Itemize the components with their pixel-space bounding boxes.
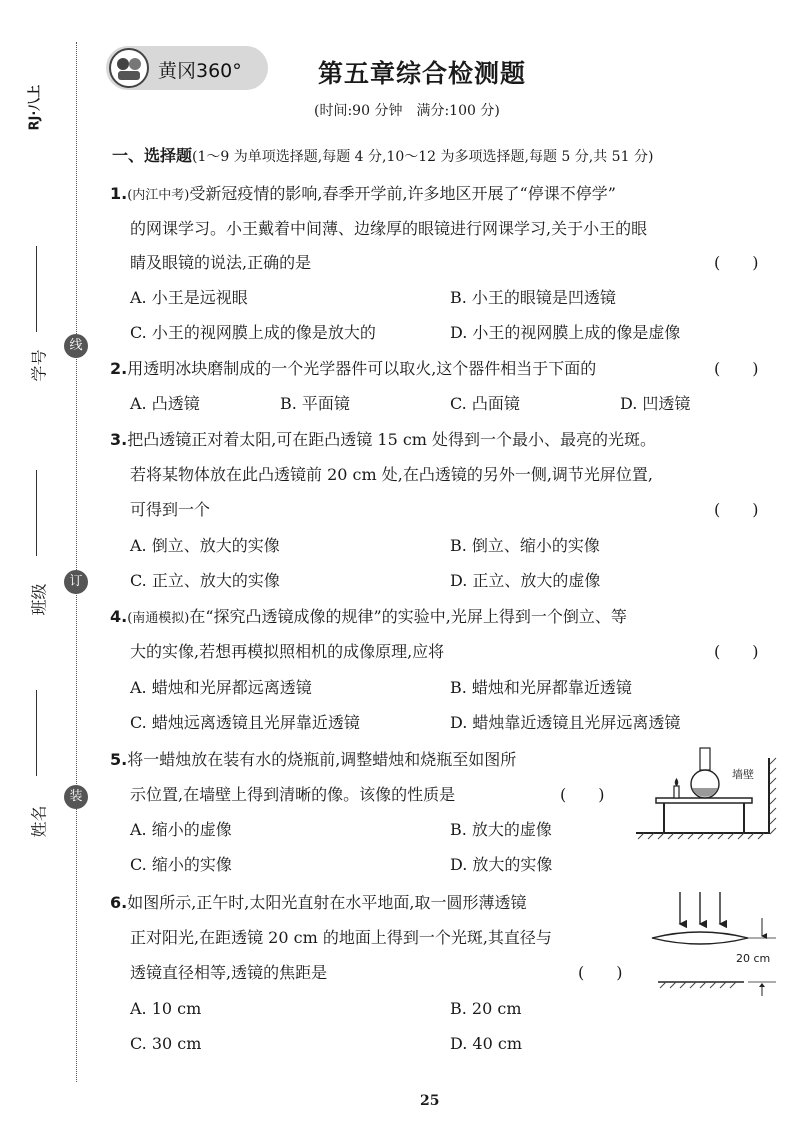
q1-option-d[interactable]: D. 小王的视网膜上成的像是虚像: [450, 323, 681, 342]
q2-option-b[interactable]: B. 平面镜: [280, 394, 350, 413]
q1-option-a[interactable]: A. 小王是远视眼: [130, 288, 248, 307]
edition-label: RJ·八上: [27, 84, 43, 131]
q3-option-c[interactable]: C. 正立、放大的实像: [130, 571, 280, 590]
question-1-line-3: 睛及眼镜的说法,正确的是: [130, 253, 312, 272]
bind-mark-staple: 订: [64, 570, 88, 594]
page-title: 第五章综合检测题: [318, 59, 527, 88]
section-heading: 一、选择题(1～9 为单项选择题,每题 4 分,10～12 为多项选择题,每题 5 分,共 51 分): [112, 146, 654, 165]
name-write-line: [36, 690, 37, 776]
page-subtitle: (时间:90 分钟 满分:100 分): [314, 103, 500, 119]
q2-option-c[interactable]: C. 凸面镜: [450, 394, 520, 413]
id-write-line: [36, 246, 37, 332]
page-number: 25: [420, 1093, 440, 1109]
wall-label: 墙壁: [732, 768, 754, 781]
question-1-line-2: 的网课学习。小王戴着中间薄、边缘厚的眼镜进行网课学习,关于小王的眼: [130, 219, 648, 238]
answer-paren-4[interactable]: ( ): [714, 642, 759, 661]
logo-text: 黄冈360°: [158, 60, 242, 82]
question-6-line-1: 6.如图所示,正午时,太阳光直射在水平地面,取一圆形薄透镜: [110, 893, 527, 912]
q6-option-c[interactable]: C. 30 cm: [130, 1034, 202, 1053]
q3-option-b[interactable]: B. 倒立、缩小的实像: [450, 536, 600, 555]
q4-option-c[interactable]: C. 蜡烛远离透镜且光屏靠近透镜: [130, 713, 360, 732]
id-label: 学号: [29, 349, 49, 382]
q2-option-d[interactable]: D. 凹透镜: [620, 394, 691, 413]
q6-option-b[interactable]: B. 20 cm: [450, 999, 522, 1018]
answer-paren-1[interactable]: ( ): [714, 253, 759, 272]
q5-option-c[interactable]: C. 缩小的实像: [130, 855, 232, 874]
question-5-line-2: 示位置,在墙壁上得到清晰的像。该像的性质是: [130, 785, 456, 804]
answer-paren-2[interactable]: ( ): [714, 359, 759, 378]
q4-option-a[interactable]: A. 蜡烛和光屏都远离透镜: [130, 678, 312, 697]
bind-mark-line: 线: [64, 334, 88, 358]
class-label: 班级: [29, 583, 49, 616]
question-4-line-2: 大的实像,若想再模拟照相机的成像原理,应将: [130, 642, 445, 661]
question-4-line-1: 4.(南通模拟)在“探究凸透镜成像的规律”的实验中,光屏上得到一个倒立、等: [110, 607, 627, 626]
answer-paren-3[interactable]: ( ): [714, 500, 759, 519]
q5-option-d[interactable]: D. 放大的实像: [450, 855, 553, 874]
q1-option-b[interactable]: B. 小王的眼镜是凹透镜: [450, 288, 616, 307]
question-2-line-1: 2.用透明冰块磨制成的一个光学器件可以取火,这个器件相当于下面的: [110, 359, 597, 378]
q6-option-a[interactable]: A. 10 cm: [130, 999, 202, 1018]
q3-option-d[interactable]: D. 正立、放大的虚像: [450, 571, 601, 590]
distance-label: 20 cm: [736, 952, 771, 965]
q6-option-d[interactable]: D. 40 cm: [450, 1034, 523, 1053]
answer-paren-5[interactable]: ( ): [560, 785, 605, 804]
q4-option-d[interactable]: D. 蜡烛靠近透镜且光屏远离透镜: [450, 713, 681, 732]
question-6-line-2: 正对阳光,在距透镜 20 cm 的地面上得到一个光斑,其直径与: [130, 928, 552, 947]
q5-option-b[interactable]: B. 放大的虚像: [450, 820, 552, 839]
candle-flask-wall-figure: [636, 744, 782, 840]
class-write-line: [36, 470, 37, 556]
question-3-line-3: 可得到一个: [130, 500, 211, 519]
answer-paren-6[interactable]: ( ): [578, 963, 623, 982]
name-label: 姓名: [29, 805, 49, 838]
q2-option-a[interactable]: A. 凸透镜: [130, 394, 200, 413]
q1-option-c[interactable]: C. 小王的视网膜上成的像是放大的: [130, 323, 376, 342]
logo-badge: [106, 46, 268, 90]
question-6-line-3: 透镜直径相等,透镜的焦距是: [130, 963, 328, 982]
question-3-line-2: 若将某物体放在此凸透镜前 20 cm 处,在凸透镜的另外一侧,调节光屏位置,: [130, 465, 654, 484]
question-3-line-1: 3.把凸透镜正对着太阳,可在距凸透镜 15 cm 处得到一个最小、最亮的光斑。: [110, 430, 657, 449]
logo-mascot-icon: [109, 48, 149, 88]
question-5-line-1: 5.将一蜡烛放在装有水的烧瓶前,调整蜡烛和烧瓶至如图所: [110, 750, 517, 769]
q4-option-b[interactable]: B. 蜡烛和光屏都靠近透镜: [450, 678, 632, 697]
binding-dotted-line: [76, 42, 77, 1082]
bind-mark-install: 装: [64, 785, 88, 809]
q3-option-a[interactable]: A. 倒立、放大的实像: [130, 536, 280, 555]
q5-option-a[interactable]: A. 缩小的虚像: [130, 820, 232, 839]
question-1-line-1: 1.(内江中考)受新冠疫情的影响,春季开学前,许多地区开展了“停课不停学”: [110, 184, 616, 203]
lens-sunlight-figure: [650, 886, 786, 998]
